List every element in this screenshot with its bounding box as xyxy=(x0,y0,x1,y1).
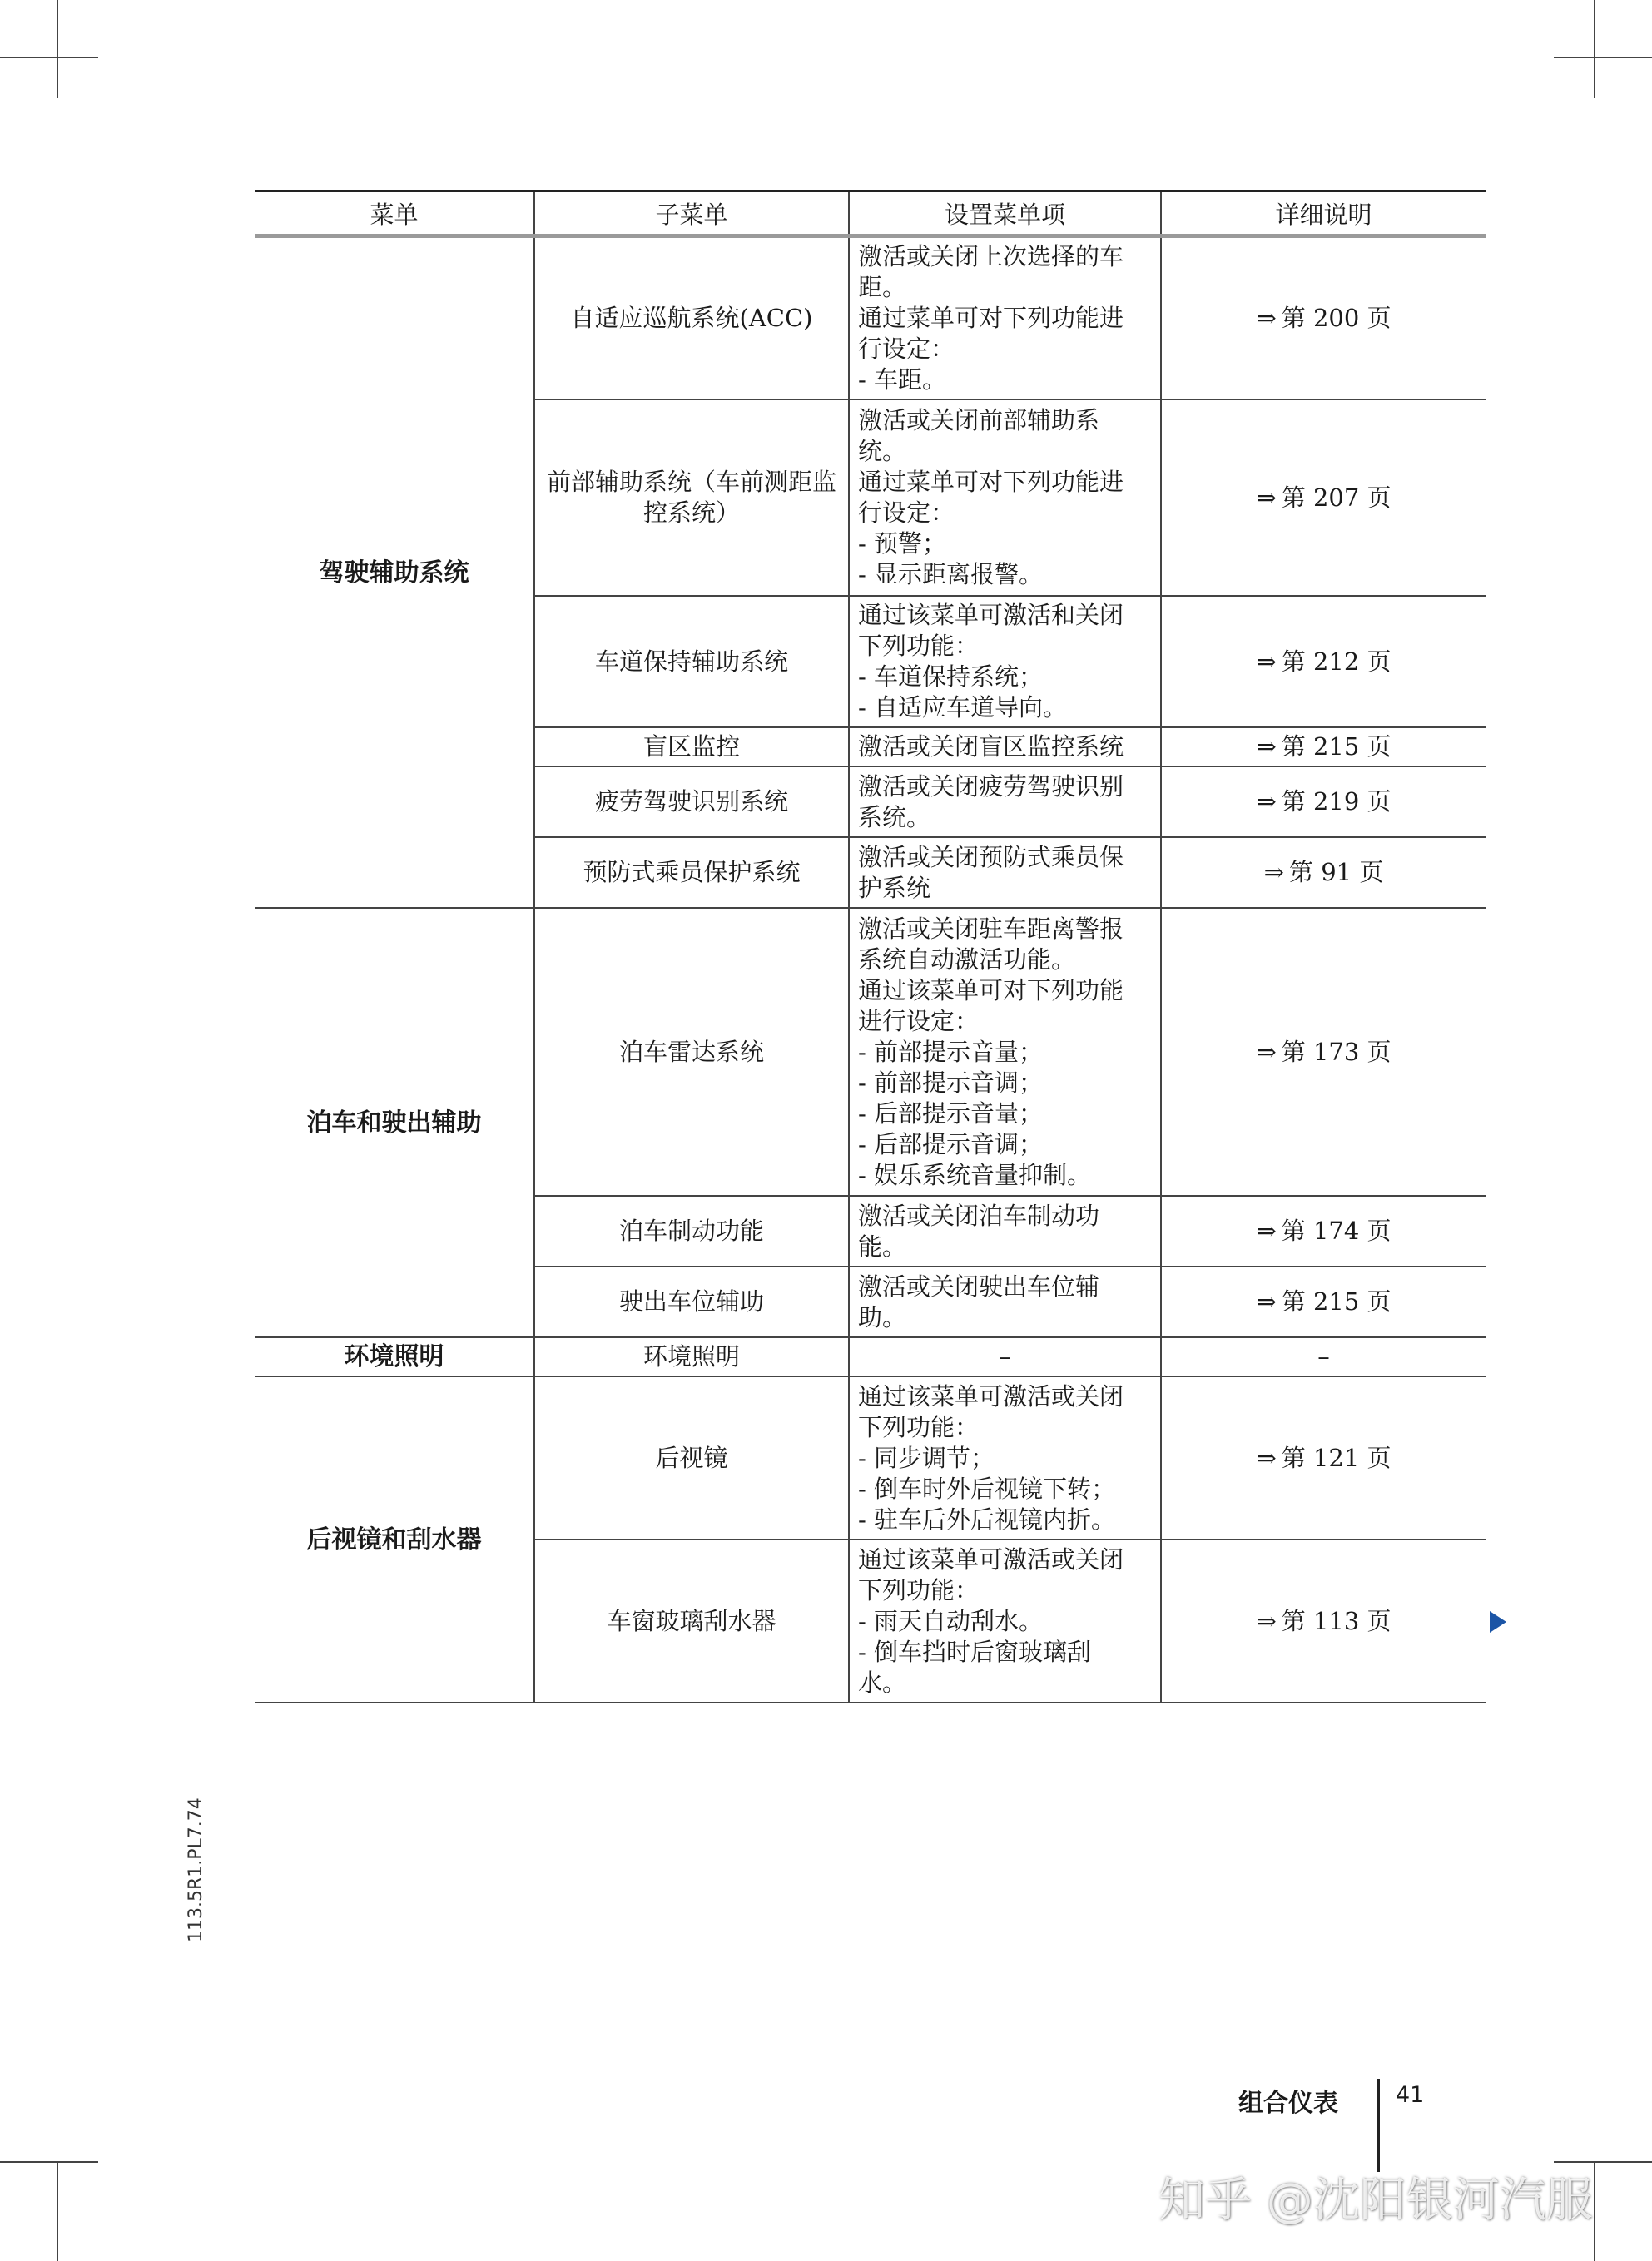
setting-line: 激活或关闭驶出车位辅 xyxy=(858,1272,1100,1301)
arrow-right-icon: ⇒ xyxy=(1263,858,1284,886)
setting-cell xyxy=(849,236,1161,400)
table-header-row xyxy=(255,191,1486,236)
setting-line: 激活或关闭泊车制动功 xyxy=(858,1201,1100,1230)
setting-line: 助。 xyxy=(858,1302,907,1331)
menu-cell: 后视镜和刮水器 xyxy=(255,1376,534,1703)
menu-cell: 环境照明 xyxy=(255,1337,534,1376)
setting-cell xyxy=(849,727,1161,766)
page-ref-link[interactable]: 第 207 页 xyxy=(1281,483,1392,512)
setting-cell xyxy=(849,1337,1161,1376)
submenu-cell: 驶出车位辅助 xyxy=(534,1267,849,1337)
setting-line: - 倒车挡时后窗玻璃刮 xyxy=(858,1637,1092,1666)
submenu-cell: 车道保持辅助系统 xyxy=(534,596,849,727)
page-ref-cell xyxy=(1161,596,1486,727)
setting-line: 通过菜单可对下列功能进 xyxy=(858,304,1124,332)
setting-cell xyxy=(849,596,1161,727)
setting-line: – xyxy=(999,1342,1011,1371)
menu-cell: 驾驶辅助系统 xyxy=(255,236,534,909)
setting-line: 激活或关闭疲劳驾驶识别 xyxy=(858,771,1124,801)
setting-line: - 车道保持系统； xyxy=(858,662,1044,691)
arrow-right-icon: ⇒ xyxy=(1256,732,1277,761)
menu-cell: 泊车和驶出辅助 xyxy=(255,908,534,1337)
submenu-cell: 自适应巡航系统(ACC) xyxy=(534,236,849,400)
crop-mark xyxy=(1554,57,1652,58)
setting-line: 行设定： xyxy=(858,498,955,527)
setting-line: - 自适应车道导向。 xyxy=(858,693,1068,721)
page-ref-cell xyxy=(1161,1196,1486,1267)
page-ref-link[interactable]: 第 219 页 xyxy=(1281,787,1392,816)
setting-cell xyxy=(849,908,1161,1196)
crop-mark xyxy=(57,2161,58,2261)
page-ref-cell xyxy=(1161,236,1486,400)
crop-mark xyxy=(1594,0,1595,98)
header-settings: 设置菜单项 xyxy=(849,191,1161,236)
setting-line: 进行设定： xyxy=(858,1006,980,1035)
setting-line: - 娱乐系统音量抑制。 xyxy=(858,1160,1092,1189)
setting-line: - 倒车时外后视镜下转； xyxy=(858,1474,1116,1503)
page-ref-link[interactable]: 第 174 页 xyxy=(1281,1217,1392,1245)
setting-line: - 预警； xyxy=(858,529,947,558)
arrow-right-icon: ⇒ xyxy=(1256,1443,1277,1472)
arrow-right-icon: ⇒ xyxy=(1256,1037,1277,1066)
setting-line: - 雨天自动刮水。 xyxy=(858,1606,1044,1635)
continue-arrow-icon xyxy=(1490,1611,1506,1633)
setting-cell xyxy=(849,1376,1161,1540)
page-ref-cell xyxy=(1161,399,1486,596)
table-row xyxy=(255,1376,1486,1540)
submenu-cell: 泊车雷达系统 xyxy=(534,908,849,1196)
document-code: 113.5R1.PL7.74 xyxy=(186,1797,206,1942)
setting-line: 能。 xyxy=(858,1232,907,1261)
arrow-right-icon: ⇒ xyxy=(1256,483,1277,512)
submenu-cell: 盲区监控 xyxy=(534,727,849,766)
page-ref-cell: – xyxy=(1161,1337,1486,1376)
setting-line: 护系统 xyxy=(858,873,931,902)
setting-cell xyxy=(849,837,1161,908)
footer-section-title: 组合仪表 xyxy=(1238,2089,1338,2118)
setting-cell xyxy=(849,1540,1161,1703)
footer-divider xyxy=(1377,2079,1380,2172)
page-ref-link[interactable]: 第 200 页 xyxy=(1281,304,1392,332)
page-ref-cell xyxy=(1161,837,1486,908)
setting-line: 通过该菜单可激活和关闭 xyxy=(858,601,1124,629)
setting-line: - 后部提示音调； xyxy=(858,1129,1044,1158)
setting-line: - 显示距离报警。 xyxy=(858,560,1044,588)
setting-line: 系统自动激活功能。 xyxy=(858,945,1076,974)
page-ref-cell xyxy=(1161,1267,1486,1337)
setting-line: 激活或关闭前部辅助系 xyxy=(858,406,1100,434)
setting-line: 统。 xyxy=(858,437,907,465)
setting-line: - 同步调节； xyxy=(858,1443,995,1472)
setting-line: - 车距。 xyxy=(858,365,947,394)
header-details: 详细说明 xyxy=(1161,191,1486,236)
submenu-cell: 环境照明 xyxy=(534,1337,849,1376)
setting-line: 水。 xyxy=(858,1668,907,1697)
setting-line: 通过该菜单可对下列功能 xyxy=(858,975,1124,1004)
setting-line: - 驻车后外后视镜内折。 xyxy=(858,1505,1116,1534)
submenu-cell: 车窗玻璃刮水器 xyxy=(534,1540,849,1703)
crop-mark xyxy=(57,0,58,98)
setting-cell xyxy=(849,399,1161,596)
setting-line: 激活或关闭驻车距离警报 xyxy=(858,914,1124,943)
arrow-right-icon: ⇒ xyxy=(1256,1287,1277,1316)
setting-line: 激活或关闭上次选择的车 xyxy=(858,242,1124,270)
setting-line: 通过该菜单可激活或关闭 xyxy=(858,1545,1124,1574)
page-ref-link[interactable]: 第 113 页 xyxy=(1281,1606,1392,1635)
submenu-cell: 泊车制动功能 xyxy=(534,1196,849,1267)
page-number: 41 xyxy=(1396,2082,1425,2108)
submenu-cell: 后视镜 xyxy=(534,1376,849,1540)
setting-line: 下列功能： xyxy=(858,1412,980,1441)
page-ref-link[interactable]: 第 121 页 xyxy=(1281,1443,1392,1472)
page-ref-link[interactable]: 第 215 页 xyxy=(1281,1287,1392,1316)
header-submenu: 子菜单 xyxy=(534,191,849,236)
arrow-right-icon: ⇒ xyxy=(1256,647,1277,676)
crop-mark xyxy=(0,2161,98,2163)
setting-line: 激活或关闭预防式乘员保 xyxy=(858,842,1124,871)
table-row xyxy=(255,1337,1486,1376)
settings-menu-table xyxy=(255,190,1486,1703)
setting-line: 通过菜单可对下列功能进 xyxy=(858,468,1124,496)
page-ref-cell xyxy=(1161,1540,1486,1703)
page-ref-cell xyxy=(1161,727,1486,766)
setting-line: 系统。 xyxy=(858,802,931,831)
submenu-cell: 疲劳驾驶识别系统 xyxy=(534,766,849,837)
page-ref-link[interactable]: 第 173 页 xyxy=(1281,1037,1392,1066)
page-ref-cell xyxy=(1161,908,1486,1196)
setting-line: - 后部提示音量； xyxy=(858,1098,1044,1128)
arrow-right-icon: ⇒ xyxy=(1256,1217,1277,1245)
header-menu: 菜单 xyxy=(255,191,534,236)
crop-mark xyxy=(1554,2161,1652,2163)
setting-line: - 前部提示音调； xyxy=(858,1068,1044,1097)
crop-mark xyxy=(0,57,98,58)
setting-cell xyxy=(849,1267,1161,1337)
page-ref-cell xyxy=(1161,766,1486,837)
arrow-right-icon: ⇒ xyxy=(1256,304,1277,332)
setting-line: 激活或关闭盲区监控系统 xyxy=(858,732,1124,761)
page-ref-link[interactable]: 第 91 页 xyxy=(1288,858,1384,886)
arrow-right-icon: ⇒ xyxy=(1256,1606,1277,1635)
page-ref-link[interactable]: 第 215 页 xyxy=(1281,732,1392,761)
table-row xyxy=(255,236,1486,400)
watermark: 知乎 @沈阳银河汽服 xyxy=(1158,2174,1593,2228)
crop-mark xyxy=(1594,2161,1595,2261)
page-ref-cell xyxy=(1161,1376,1486,1540)
setting-line: 距。 xyxy=(858,273,907,301)
submenu-cell: 预防式乘员保护系统 xyxy=(534,837,849,908)
submenu-cell: 前部辅助系统（车前测距监控系统） xyxy=(534,399,849,596)
page-ref-link[interactable]: 第 212 页 xyxy=(1281,647,1392,676)
setting-line: 下列功能： xyxy=(858,1575,980,1604)
setting-line: - 前部提示音量； xyxy=(858,1037,1044,1066)
table-row xyxy=(255,908,1486,1196)
setting-cell xyxy=(849,766,1161,837)
arrow-right-icon: ⇒ xyxy=(1256,787,1277,816)
setting-cell xyxy=(849,1196,1161,1267)
setting-line: 行设定： xyxy=(858,335,955,363)
setting-line: 通过该菜单可激活或关闭 xyxy=(858,1381,1124,1411)
setting-line: 下列功能： xyxy=(858,632,980,660)
